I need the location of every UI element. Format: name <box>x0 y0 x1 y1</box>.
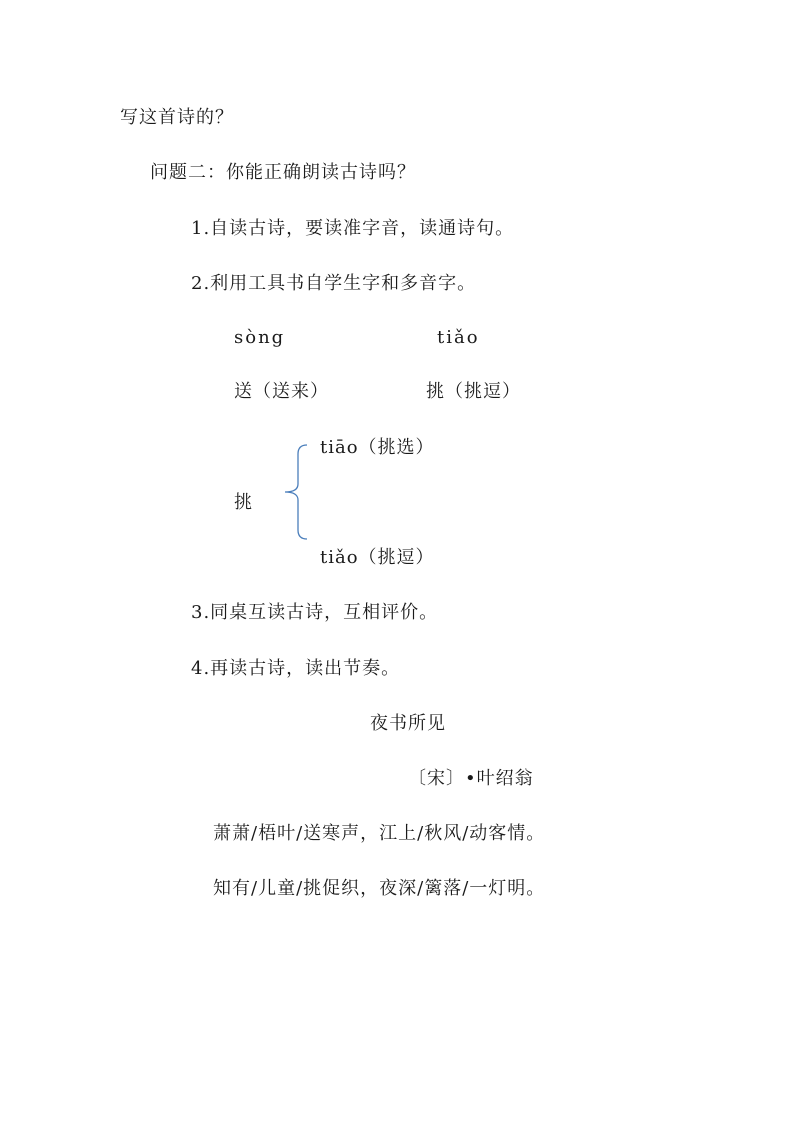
poem-line-one: 萧萧/梧叶/送寒声，江上/秋风/动客情。 <box>213 823 546 844</box>
polyphone-option-one: tiāo（挑选） <box>320 437 435 458</box>
word-song: 送（送来） <box>234 381 329 402</box>
step-one: 1.自读古诗，要读准字音，读通诗句。 <box>191 218 515 239</box>
poem-title: 夜书所见 <box>370 713 446 734</box>
polyphone-option-two: tiǎo（挑逗） <box>320 547 435 568</box>
poem-line-two: 知有/儿童/挑促织，夜深/篱落/一灯明。 <box>213 878 546 899</box>
word-tiao: 挑（挑逗） <box>426 381 521 402</box>
polyphone-character: 挑 <box>234 492 253 513</box>
text-line-continuation: 写这首诗的？ <box>120 107 234 128</box>
poem-author: 〔宋〕•叶绍翁 <box>408 768 534 789</box>
step-two: 2.利用工具书自学生字和多音字。 <box>191 273 477 294</box>
step-four: 4.再读古诗，读出节奏。 <box>191 658 401 679</box>
pinyin-tiao-third-tone: tiǎo <box>437 327 480 348</box>
pinyin-song: sòng <box>234 327 286 348</box>
question-two: 问题二：你能正确朗读古诗吗？ <box>150 162 416 183</box>
step-three: 3.同桌互读古诗，互相评价。 <box>191 602 439 623</box>
curly-brace-icon <box>283 444 309 540</box>
